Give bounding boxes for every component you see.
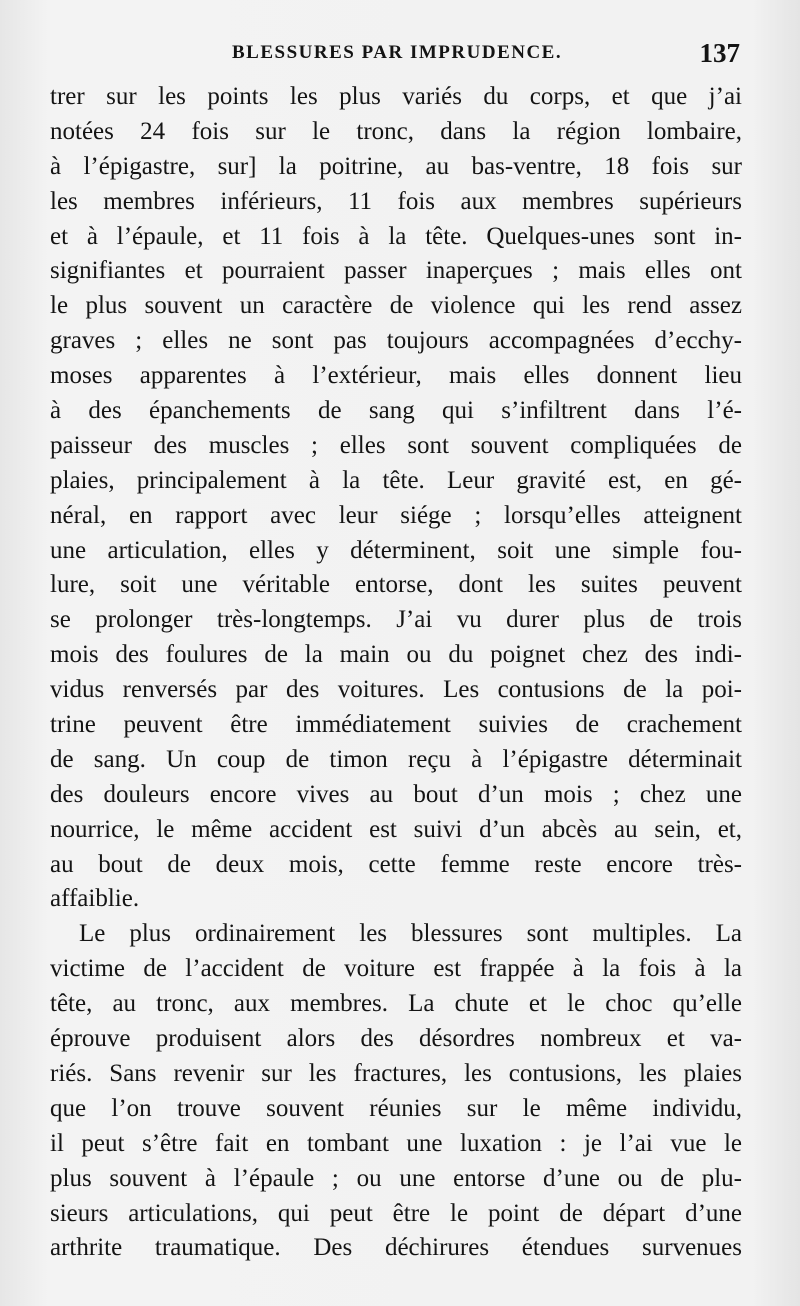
text-line: victime de l’accident de voiture est frappée à la fois à la [50, 955, 742, 983]
text-line: lure, soit une véritable entorse, dont les suites peuvent [50, 571, 742, 599]
text-line: néral, en rapport avec leur siége ; lorsqu’elles atteignent [50, 501, 742, 529]
running-title: BLESSURES PAR IMPRUDENCE. [232, 42, 563, 63]
text-line: à l’épigastre, sur] la poitrine, au bas-ventre, 18 fois sur [50, 152, 742, 180]
page-number: 137 [699, 38, 740, 68]
text-line: tête, au tronc, aux membres. La chute et le choc qu’elle [50, 990, 742, 1018]
text-line: trine peuvent être immédiatement suivies de crachement [50, 711, 742, 739]
text-line: vidus renversés par des voitures. Les contusions de la poi- [50, 676, 742, 704]
text-line: les membres inférieurs, 11 fois aux membres supérieurs [50, 187, 742, 215]
running-head [52, 38, 742, 74]
text-line: notées 24 fois sur le tronc, dans la région lombaire, [50, 117, 742, 145]
text-line: trer sur les points les plus variés du corps, et que j’ai [50, 83, 742, 110]
text-line: le plus souvent un caractère de violence qui les rend assez [50, 292, 742, 320]
paragraph-end-line: affaiblie. [50, 885, 140, 913]
text-line: des douleurs encore vives au bout d’un mois ; chez une [50, 780, 742, 808]
text-line: se prolonger très-longtemps. J’ai vu durer plus de trois [50, 606, 742, 634]
text-line: au bout de deux mois, cette femme reste encore très- [50, 850, 742, 878]
text-line: arthrite traumatique. Des déchirures étendues survenues [50, 1234, 742, 1262]
text-line: il peut s’être fait en tombant une luxation : je l’ai vue le [50, 1129, 742, 1157]
text-line: riés. Sans revenir sur les fractures, les contusions, les plaies [50, 1059, 742, 1087]
text-line: mois des foulures de la main ou du poignet chez des indi- [50, 641, 742, 669]
text-line: paisseur des muscles ; elles sont souvent compliquées de [50, 431, 742, 459]
text-line: de sang. Un coup de timon reçu à l’épigastre déterminait [50, 745, 742, 773]
body-text [50, 80, 742, 1266]
text-line: nourrice, le même accident est suivi d’un abcès au sein, et, [50, 815, 742, 843]
text-line: moses apparentes à l’extérieur, mais elles donnent lieu [50, 362, 742, 390]
text-line: à des épanchements de sang qui s’infiltrent dans l’é- [50, 397, 742, 425]
text-line: et à l’épaule, et 11 fois à la tête. Quelques-unes sont in- [50, 222, 742, 250]
text-line: graves ; elles ne sont pas toujours accompagnées d’ecchy- [50, 327, 742, 355]
text-line: signifiantes et pourraient passer inaperçues ; mais elles ont [50, 257, 742, 285]
text-line: une articulation, elles y déterminent, soit une simple fou- [50, 536, 742, 564]
text-line: sieurs articulations, qui peut être le point de départ d’une [50, 1199, 742, 1227]
text-line: plus souvent à l’épaule ; ou une entorse d’une ou de plu- [50, 1164, 742, 1192]
text-line: plaies, principalement à la tête. Leur gravité est, en gé- [50, 466, 742, 494]
paragraph-start-line: Le plus ordinairement les blessures sont multiples. La [79, 920, 742, 948]
text-line: que l’on trouve souvent réunies sur le même individu, [50, 1094, 742, 1122]
text-line: éprouve produisent alors des désordres nombreux et va- [50, 1025, 742, 1053]
